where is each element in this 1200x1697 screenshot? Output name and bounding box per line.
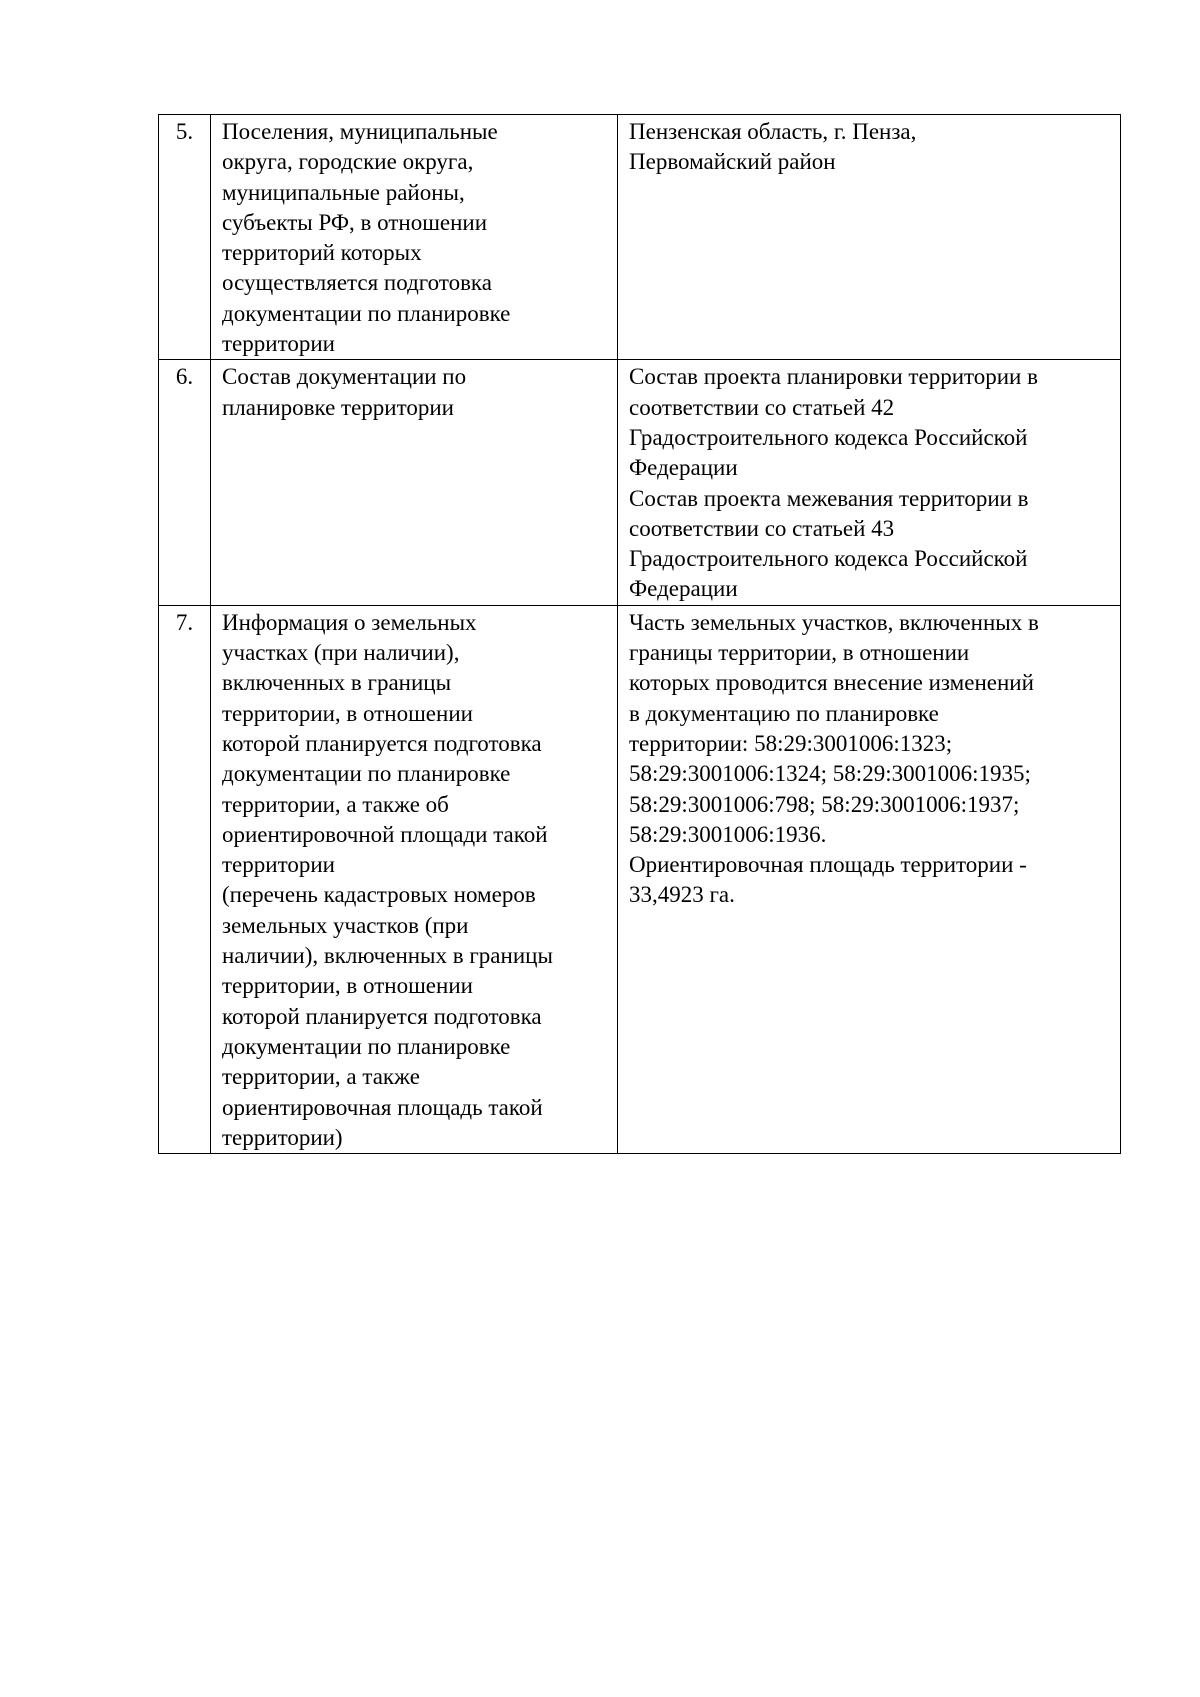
- row-name-line: осуществляется подготовка: [222, 270, 492, 296]
- row-name-cell: [211, 360, 618, 605]
- row-name-line: Поселения, муниципальные: [222, 119, 498, 144]
- row-name-line: территории, а также об: [222, 791, 449, 817]
- row-name-cell: [211, 115, 618, 360]
- row-value-line: 58:29:3001006:1936.: [629, 821, 827, 847]
- row-name-line: территории): [222, 1124, 343, 1150]
- row-value-line: Пензенская область, г. Пенза,: [629, 119, 917, 144]
- row-name-line: включенных в границы: [222, 670, 452, 696]
- row-name-line: наличии), включенных в границы: [222, 943, 553, 969]
- row-name-line: планировке территории: [222, 394, 454, 420]
- row-value-cell: [618, 605, 1121, 1153]
- row-name-line: документации по планировке: [222, 300, 511, 326]
- row-value-line: границы территории, в отношении: [629, 640, 970, 666]
- row-value-line: Градостроительного кодекса Российской: [629, 546, 1028, 572]
- row-name-line: документации по планировке: [222, 1033, 511, 1059]
- row-name-line: территории, в отношении: [222, 700, 473, 726]
- row-value-line: Первомайский район: [629, 149, 836, 175]
- row-value-line: 33,4923 га.: [629, 882, 735, 908]
- row-value-line: которых проводится внесение изменений: [629, 670, 1034, 696]
- row-name-line: территории, в отношении: [222, 973, 473, 999]
- row-name-line: ориентировочная площадь такой: [222, 1094, 543, 1120]
- row-name-line: территорий которых: [222, 240, 422, 266]
- row-name-cell: [211, 605, 618, 1153]
- row-number: 6.: [175, 364, 194, 390]
- row-name-line: которой планируется подготовка: [222, 730, 542, 756]
- row-name-line: территории, а также: [222, 1064, 420, 1090]
- row-name-line: которой планируется подготовка: [222, 1003, 542, 1029]
- row-number: 5.: [175, 119, 194, 144]
- row-value-cell: [618, 360, 1121, 605]
- row-name-line: территории: [222, 852, 335, 878]
- row-name-line: земельных участков (при: [222, 912, 469, 938]
- row-name-line: территории: [222, 331, 335, 357]
- row-name-line: документации по планировке: [222, 761, 511, 787]
- row-name-line: Информация о земельных: [222, 609, 477, 635]
- row-number-cell: [159, 360, 211, 605]
- row-number-cell: [159, 605, 211, 1153]
- row-name-line: округа, городские округа,: [222, 149, 474, 175]
- row-value-line: Федерации: [629, 576, 738, 602]
- row-value-line: Федерации: [629, 455, 738, 481]
- row-number: 7.: [175, 609, 194, 635]
- row-name-line: Состав документации по: [222, 364, 467, 390]
- requirements-table: [158, 114, 1121, 1154]
- row-value-cell: [618, 115, 1121, 360]
- table-row: [159, 360, 1121, 605]
- row-value-line: соответствии со статьей 43: [629, 515, 895, 541]
- row-value-line: Часть земельных участков, включенных в: [629, 609, 1039, 635]
- row-value-line: Состав проекта межевания территории в: [629, 485, 1029, 511]
- row-value-line: Состав проекта планировки территории в: [629, 364, 1038, 390]
- table-row: [159, 605, 1121, 1153]
- row-name-line: субъекты РФ, в отношении: [222, 209, 488, 235]
- row-name-line: муниципальные районы,: [222, 179, 465, 205]
- row-value-line: Градостроительного кодекса Российской: [629, 424, 1028, 450]
- row-value-line: в документацию по планировке: [629, 700, 939, 726]
- row-value-line: территории: 58:29:3001006:1323;: [629, 730, 953, 756]
- row-value-line: 58:29:3001006:798; 58:29:3001006:1937;: [629, 791, 1020, 817]
- row-name-line: (перечень кадастровых номеров: [222, 882, 536, 908]
- row-number-cell: [159, 115, 211, 360]
- row-name-line: ориентировочной площади такой: [222, 821, 548, 847]
- row-value-line: Ориентировочная площадь территории -: [629, 852, 1027, 878]
- row-value-line: 58:29:3001006:1324; 58:29:3001006:1935;: [629, 761, 1031, 787]
- table-row: [159, 115, 1121, 360]
- row-value-line: соответствии со статьей 42: [629, 394, 895, 420]
- row-name-line: участках (при наличии),: [222, 640, 460, 666]
